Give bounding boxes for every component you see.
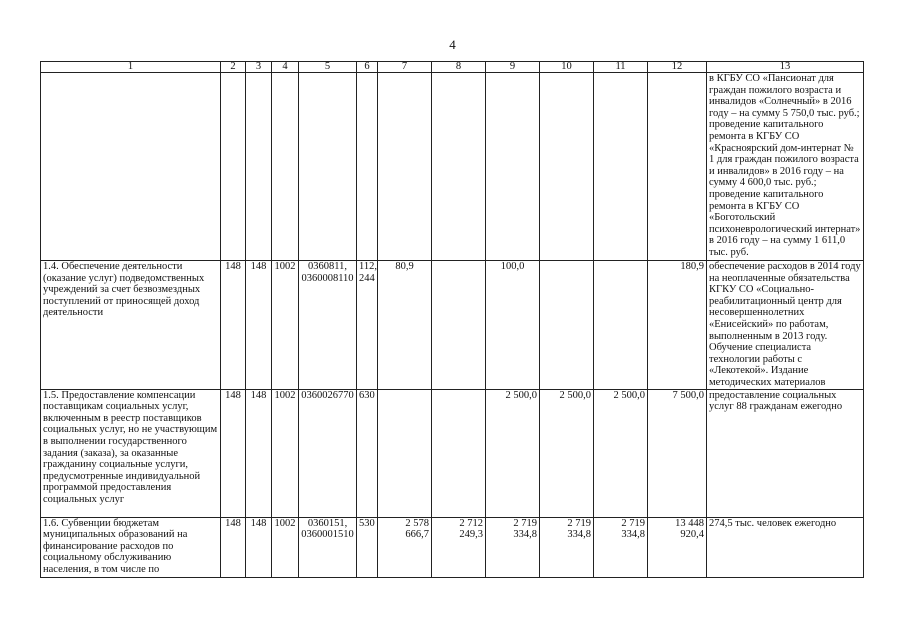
cell-total: 180,9 [648,261,707,390]
row-description: 1.4. Обеспечение деятельности (оказание услуг) подведомственных учреждений за счет безвозмездных поступлений от приносящей доход деятельности [41,261,221,390]
cell-value: 80,9 [378,261,432,390]
header-cell: 8 [432,62,486,73]
header-cell: 1 [41,62,221,73]
cell-value [432,261,486,390]
cell-result: 274,5 тыс. человек ежегодно [707,517,864,577]
header-cell: 10 [540,62,594,73]
header-cell: 4 [272,62,299,73]
cell-grbs: 148 [221,261,246,390]
cell-value [594,73,648,261]
row-description [41,73,221,261]
header-cell: 3 [246,62,272,73]
header-row [41,62,864,73]
cell-value [486,73,540,261]
cell-expense-type: 630 [357,389,378,517]
header-cell: 13 [707,62,864,73]
cell-expense-type: 530 [357,517,378,577]
cell-code: 148 [246,261,272,390]
cell-target-article [299,73,357,261]
cell-value [540,261,594,390]
cell-code: 148 [246,517,272,577]
cell-result: обеспечение расходов в 2014 году на неоплаченные обязательства КГКУ СО «Социально-реабилитационный центр для несовершеннолетних «Енисейский» по работам, выполненным в 2013 году. Обучение специалиста технологии работы с «Лекотекой». Издание методических материалов [707,261,864,390]
table-row [41,389,864,517]
header-cell: 2 [221,62,246,73]
cell-value: 2 500,0 [486,389,540,517]
page-number: 4 [449,37,456,52]
cell-value: 2 500,0 [540,389,594,517]
header-cell: 6 [357,62,378,73]
cell-total: 7 500,0 [648,389,707,517]
cell-target-article: 0360151, 0360001510 [299,517,357,577]
cell-section: 1002 [272,261,299,390]
header-cell: 12 [648,62,707,73]
cell-value [432,389,486,517]
cell-total [648,73,707,261]
row-description: 1.5. Предоставление компенсации поставщикам социальных услуг, включенным в реестр поставщиков социальных услуг, но не участвующим в выполнении государственного задания (заказа), за оказанные гражданину социальные услуги, предусмотренные индивидуальной программой предоставления социальных услуг [41,389,221,517]
cell-value [378,389,432,517]
cell-grbs [221,73,246,261]
cell-value: 2 719 334,8 [540,517,594,577]
cell-value [378,73,432,261]
cell-section [272,73,299,261]
cell-value: 100,0 [486,261,540,390]
cell-value [432,73,486,261]
cell-code [246,73,272,261]
header-cell: 7 [378,62,432,73]
cell-value [594,261,648,390]
cell-grbs: 148 [221,517,246,577]
cell-value: 2 719 334,8 [486,517,540,577]
header-cell: 9 [486,62,540,73]
cell-section: 1002 [272,517,299,577]
cell-value: 2 719 334,8 [594,517,648,577]
table-row [41,73,864,261]
cell-value: 2 500,0 [594,389,648,517]
table-row [41,517,864,577]
cell-grbs: 148 [221,389,246,517]
cell-value [540,73,594,261]
header-cell: 11 [594,62,648,73]
cell-expense-type [357,73,378,261]
cell-result: в КГБУ СО «Пансионат для граждан пожилого возраста и инвалидов «Солнечный» в 2016 году – на сумму 5 750,0 тыс. руб.; проведение капитального ремонта в КГБУ СО «Красноярский дом-интернат № 1 для граждан пожилого возраста и инвалидов» в 2016 году – на сумму 4 600,0 тыс. руб.; проведение капитального ремонта в КГБУ СО «Боготольский психоневрологический интернат» в 2016 году – на сумму 1 611,0 тыс. руб. [707,73,864,261]
cell-value: 2 712 249,3 [432,517,486,577]
header-cell: 5 [299,62,357,73]
cell-result: предоставление социальных услуг 88 гражданам ежегодно [707,389,864,517]
cell-total: 13 448 920,4 [648,517,707,577]
cell-value: 2 578 666,7 [378,517,432,577]
cell-target-article: 0360026770 [299,389,357,517]
cell-target-article: 0360811, 0360008110 [299,261,357,390]
cell-section: 1002 [272,389,299,517]
cell-code: 148 [246,389,272,517]
row-description: 1.6. Субвенции бюджетам муниципальных образований на финансирование расходов по социальному обслуживанию населения, в том числе по [41,517,221,577]
cell-expense-type: 112, 244 [357,261,378,390]
program-table [40,61,864,578]
table-row [41,261,864,390]
